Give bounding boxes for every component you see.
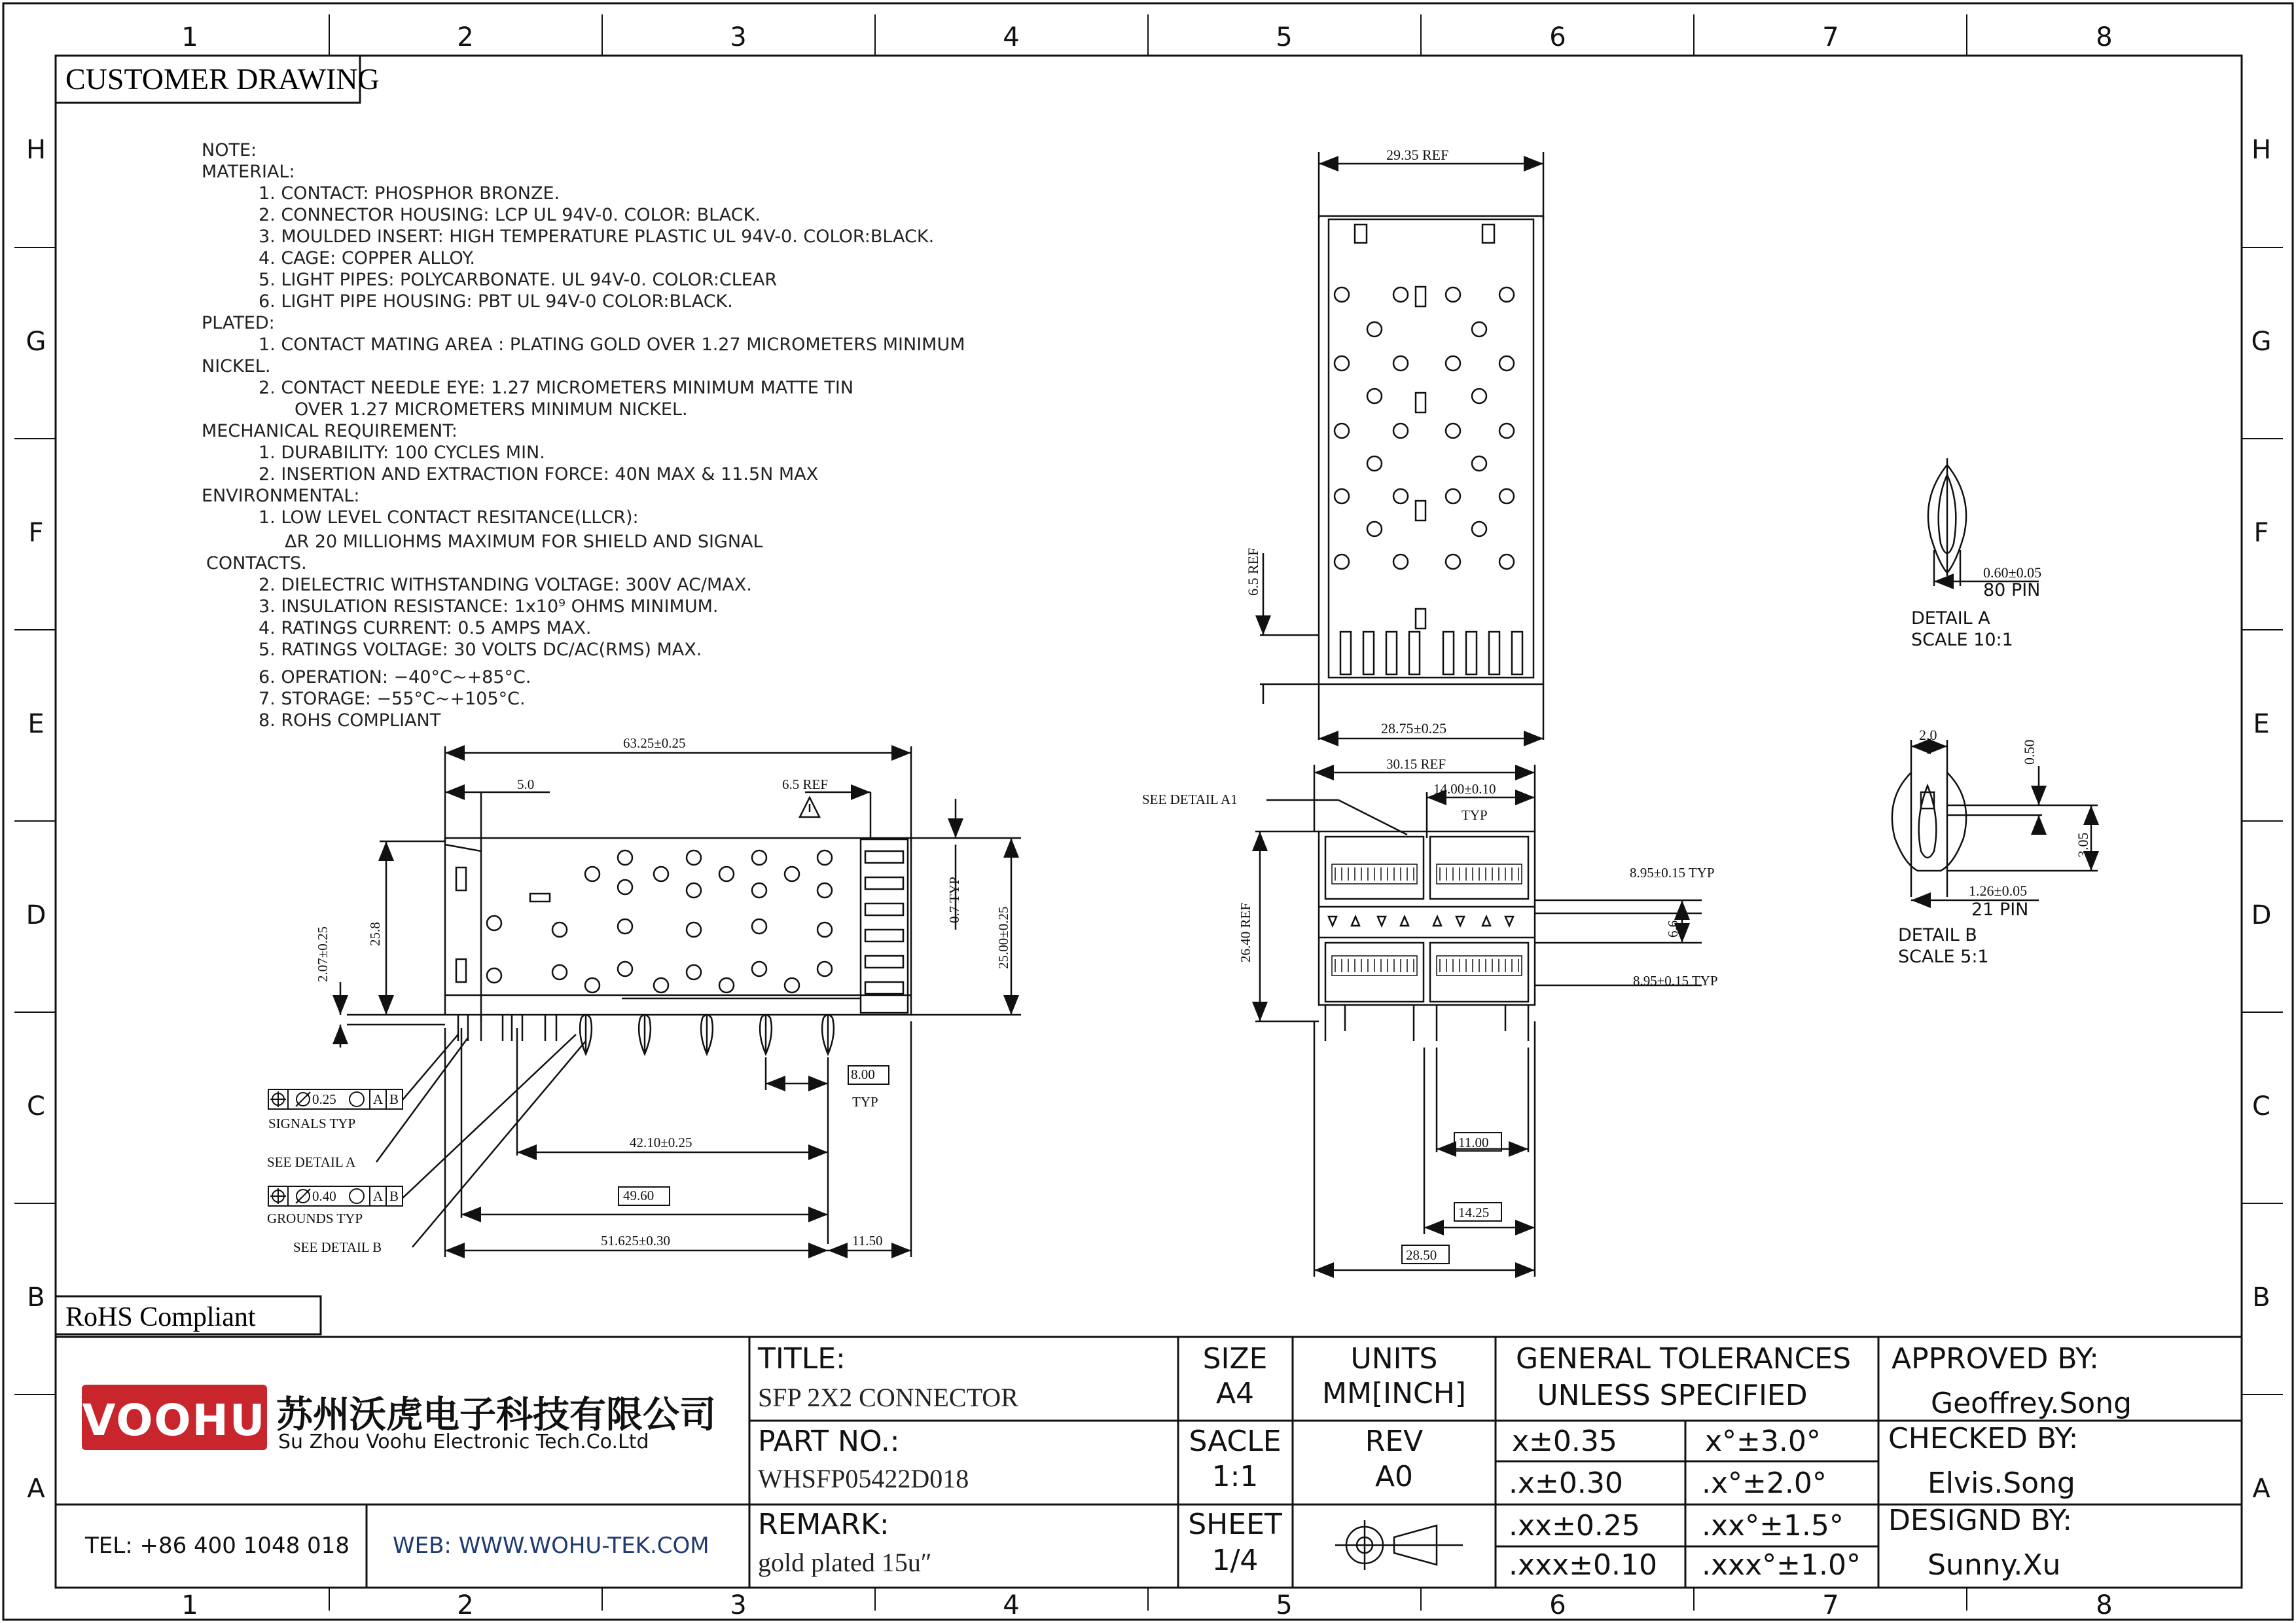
front-view: [1255, 765, 1702, 1277]
top-view: [1260, 152, 1543, 740]
gdt-datum: A: [373, 1091, 384, 1107]
designed-label: DESIGND BY:: [1888, 1504, 2073, 1537]
company-name-cn: 苏州沃虎电子科技有限公司: [276, 1394, 716, 1436]
note-line: 2. CONNECTOR HOUSING: LCP UL 94V-0. COLOR: BLACK.: [259, 205, 761, 225]
rohs-label: RoHS Compliant: [65, 1302, 256, 1332]
dim-label: 6.5 REF: [1245, 547, 1261, 596]
dim-label: 11.50: [852, 1233, 883, 1249]
tolerance-value: .xxx±0.10: [1509, 1548, 1657, 1582]
note-line: 1. DURABILITY: 100 CYCLES MIN.: [259, 443, 545, 463]
dim-label: 63.25±0.25: [623, 735, 686, 751]
note-line: 4. RATINGS CURRENT: 0.5 AMPS MAX.: [259, 618, 592, 638]
checked-value: Elvis.Song: [1928, 1467, 2075, 1500]
note-line: PLATED:: [202, 313, 275, 333]
approved-label: APPROVED BY:: [1892, 1342, 2100, 1376]
col-label-bottom: 5: [1276, 1590, 1293, 1620]
sheet-label: SHEET: [1188, 1508, 1282, 1541]
warning-triangle-icon: [800, 797, 819, 817]
pin-count: 80 PIN: [1983, 580, 2041, 600]
note-line: OVER 1.27 MICROMETERS MINIMUM NICKEL.: [295, 399, 688, 420]
dim-label: 8.95±0.15 TYP: [1630, 865, 1715, 881]
rev-value: A0: [1374, 1460, 1414, 1493]
note-line: ENVIRONMENTAL:: [202, 486, 360, 506]
dim-label: 42.10±0.25: [630, 1135, 692, 1150]
tolerance-title: GENERAL TOLERANCES: [1515, 1342, 1852, 1376]
front-cage-outline: [1319, 831, 1535, 1005]
col-label-bottom: 3: [730, 1590, 747, 1620]
tolerance-value: .xx±0.25: [1509, 1509, 1640, 1542]
row-label-right: E: [2253, 709, 2270, 739]
note-line: 3. INSULATION RESISTANCE: 1x10⁹ OHMS MINIMUM.: [259, 596, 719, 617]
side-view: [340, 746, 1021, 1257]
detail-b-pin: [1892, 740, 2098, 900]
remark-label: REMARK:: [758, 1508, 889, 1541]
dim-label: 30.15 REF: [1386, 756, 1446, 772]
dim-label: 25.00±0.25: [996, 906, 1011, 969]
row-label-left: A: [27, 1474, 45, 1504]
dim-label: 1.26±0.05: [1969, 883, 2028, 899]
dim-label: 0.50: [2021, 739, 2037, 765]
gdt-tolerance: 0.25: [312, 1091, 336, 1107]
logo-text: VOOHU: [82, 1395, 266, 1446]
designed-value: Sunny.Xu: [1928, 1548, 2061, 1582]
projection-symbol-icon: [1335, 1520, 1463, 1570]
row-label-left: G: [26, 327, 46, 357]
top-view-dim-labels: [1245, 147, 1448, 737]
row-label-right: D: [2251, 900, 2272, 930]
company-name-en: Su Zhou Voohu Electronic Tech.Co.Ltd: [278, 1431, 649, 1453]
row-label-left: E: [27, 709, 45, 739]
col-label-top: 1: [181, 22, 198, 52]
dim-label: 49.60: [623, 1188, 655, 1203]
dim-label: 11.00: [1458, 1135, 1489, 1150]
tolerance-value: .x±0.30: [1509, 1467, 1623, 1500]
callout-label: SEE DETAIL B: [293, 1239, 382, 1255]
col-label-top: 3: [730, 22, 747, 52]
detail-scale: SCALE 10:1: [1911, 630, 2013, 650]
note-line: NICKEL.: [202, 356, 271, 376]
detail-a-labels: [1911, 564, 2041, 650]
front-dim-boxes: [1402, 1133, 1501, 1264]
approved-value: Geoffrey.Song: [1931, 1387, 2132, 1420]
part-label: PART NO.:: [758, 1425, 900, 1458]
note-line: 3. MOULDED INSERT: HIGH TEMPERATURE PLASTIC UL 94V-0. COLOR:BLACK.: [259, 227, 935, 247]
dim-label: 14.00±0.10: [1433, 781, 1496, 797]
sheet-value: 1/4: [1211, 1544, 1259, 1577]
note-line: 2. CONTACT NEEDLE EYE: 1.27 MICROMETERS MINIMUM MATTE TIN: [259, 378, 854, 398]
dim-label: 8.00: [851, 1067, 875, 1082]
title-value: SFP 2X2 CONNECTOR: [758, 1383, 1018, 1412]
dim-label: 26.40 REF: [1238, 902, 1253, 962]
row-label-right: B: [2252, 1283, 2270, 1313]
dim-label: TYP: [852, 1094, 878, 1110]
note-line: 5. LIGHT PIPES: POLYCARBONATE. UL 94V-0. COLOR:CLEAR: [259, 270, 778, 290]
dim-label: 0.7 TYP: [946, 877, 962, 923]
title-label: TITLE:: [758, 1342, 846, 1376]
callout-label: GROUNDS TYP: [267, 1211, 363, 1226]
dim-label: 6.5 REF: [782, 776, 829, 792]
detail-label: DETAIL A: [1911, 608, 1990, 629]
row-label-right: A: [2252, 1474, 2270, 1504]
note-line: 1. CONTACT MATING AREA : PLATING GOLD OVER 1.27 MICROMETERS MINIMUM: [259, 335, 965, 355]
col-label-bottom: 6: [1549, 1590, 1566, 1620]
front-port-contacts: [1332, 864, 1522, 976]
detail-label: DETAIL B: [1898, 925, 1977, 945]
note-line: 2. INSERTION AND EXTRACTION FORCE: 40N MAX & 11.5N MAX: [259, 464, 819, 484]
col-label-bottom: 2: [457, 1590, 474, 1620]
col-label-bottom: 4: [1003, 1590, 1020, 1620]
units-value: MM[INCH]: [1322, 1377, 1466, 1410]
cage-outline: [1319, 216, 1543, 684]
tolerance-value: x°±3.0°: [1705, 1425, 1821, 1458]
side-press-pins: [458, 1015, 834, 1054]
row-label-left: F: [28, 518, 44, 548]
side-vent-holes: [487, 850, 832, 993]
col-label-bottom: 8: [2096, 1590, 2113, 1620]
gdt-datum: A: [373, 1188, 384, 1204]
scale-value: 1:1: [1211, 1460, 1259, 1493]
remark-value: gold plated 15u″: [758, 1548, 932, 1577]
col-label-top: 7: [1822, 22, 1839, 52]
dim-label: 28.50: [1406, 1247, 1437, 1263]
dim-label: 3.05: [2075, 832, 2091, 858]
notes-block: [202, 140, 965, 731]
drawing-label: CUSTOMER DRAWING: [65, 62, 380, 96]
units-label: UNITS: [1350, 1342, 1438, 1376]
callout-label: SEE DETAIL A1: [1142, 792, 1238, 807]
dim-label: 8.95±0.15 TYP: [1633, 973, 1718, 989]
gdt-datum: B: [389, 1091, 399, 1107]
note-line: 6. LIGHT PIPE HOUSING: PBT UL 94V-0 COLOR:BLACK.: [259, 291, 733, 312]
top-view-pins: [1340, 632, 1522, 674]
dim-label: 14.25: [1458, 1205, 1490, 1220]
dim-label: 29.35 REF: [1386, 147, 1449, 163]
side-light-pipes: [865, 851, 903, 994]
row-label-left: H: [26, 135, 46, 165]
dim-label: 51.625±0.30: [601, 1233, 671, 1249]
col-label-top: 5: [1276, 22, 1293, 52]
detail-scale: SCALE 5:1: [1898, 947, 1989, 967]
gdt-datum: B: [389, 1188, 399, 1204]
col-label-bottom: 1: [181, 1590, 198, 1620]
dim-label: 6.6: [1665, 920, 1681, 938]
company-tel: TEL: +86 400 1048 018: [85, 1533, 350, 1559]
col-label-top: 4: [1003, 22, 1020, 52]
gdt-tolerance: 0.40: [312, 1188, 336, 1204]
callout-label: SIGNALS TYP: [268, 1116, 356, 1131]
note-line: MATERIAL:: [202, 162, 295, 182]
scale-label: SACLE: [1189, 1425, 1282, 1458]
row-label-right: G: [2251, 327, 2272, 357]
col-label-top: 2: [457, 22, 474, 52]
detail-b-labels: [1898, 727, 2091, 967]
dim-label: 28.75±0.25: [1381, 720, 1447, 737]
note-line: CONTACTS.: [206, 553, 307, 574]
company-web[interactable]: WEB: WWW.WOHU-TEK.COM: [393, 1533, 709, 1559]
size-value: A4: [1215, 1377, 1255, 1410]
note-line: 7. STORAGE: −55°C~+105°C.: [259, 689, 526, 709]
dim-label: TYP: [1462, 807, 1488, 823]
note-line: NOTE:: [202, 140, 257, 160]
dim-label: 5.0: [517, 776, 535, 792]
row-label-right: H: [2251, 135, 2272, 165]
col-label-top: 8: [2096, 22, 2113, 52]
dim-label: 25.8: [367, 922, 383, 946]
row-label-left: D: [26, 900, 46, 930]
side-cage-outline: [445, 838, 911, 1015]
col-label-bottom: 7: [1822, 1590, 1839, 1620]
title-block-values: [758, 1383, 1018, 1577]
tolerance-value: .x°±2.0°: [1702, 1467, 1827, 1500]
note-line: 2. DIELECTRIC WITHSTANDING VOLTAGE: 300V AC/MAX.: [259, 575, 752, 595]
row-label-right: F: [2253, 518, 2269, 548]
note-line: 4. CAGE: COPPER ALLOY.: [259, 248, 475, 268]
checked-label: CHECKED BY:: [1888, 1422, 2079, 1455]
dim-label: 0.60±0.05: [1983, 564, 2042, 581]
note-line: 5. RATINGS VOLTAGE: 30 VOLTS DC/AC(RMS) MAX.: [259, 640, 702, 660]
rev-label: REV: [1365, 1425, 1424, 1458]
note-line: 6. OPERATION: −40°C~+85°C.: [259, 667, 531, 687]
col-label-top: 6: [1549, 22, 1566, 52]
callout-label: SEE DETAIL A: [267, 1154, 356, 1170]
tolerance-value: .xxx°±1.0°: [1702, 1548, 1861, 1582]
row-label-right: C: [2252, 1091, 2270, 1122]
note-line: 8. ROHS COMPLIANT: [259, 710, 441, 731]
vent-holes: [1335, 287, 1514, 569]
note-line: 1. LOW LEVEL CONTACT RESITANCE(LLCR):: [259, 507, 639, 528]
note-line: 1. CONTACT: PHOSPHOR BRONZE.: [259, 183, 560, 204]
led-triangle-icons: [1329, 917, 1513, 926]
tolerance-value: .xx°±1.5°: [1702, 1509, 1844, 1542]
pin-count: 21 PIN: [1971, 900, 2029, 920]
size-label: SIZE: [1202, 1342, 1268, 1376]
tolerance-subtitle: UNLESS SPECIFIED: [1537, 1379, 1808, 1412]
dim-label: 2.0: [1919, 727, 1937, 743]
note-line: MECHANICAL REQUIREMENT:: [202, 421, 457, 441]
note-line: ΔR 20 MILLIOHMS MAXIMUM FOR SHIELD AND SIGNAL: [285, 532, 763, 552]
dim-label: 2.07±0.25: [315, 926, 331, 982]
tolerance-value: x±0.35: [1512, 1425, 1617, 1458]
row-label-left: C: [27, 1091, 45, 1122]
row-label-left: B: [27, 1283, 45, 1313]
part-value: WHSFP05422D018: [758, 1464, 969, 1493]
